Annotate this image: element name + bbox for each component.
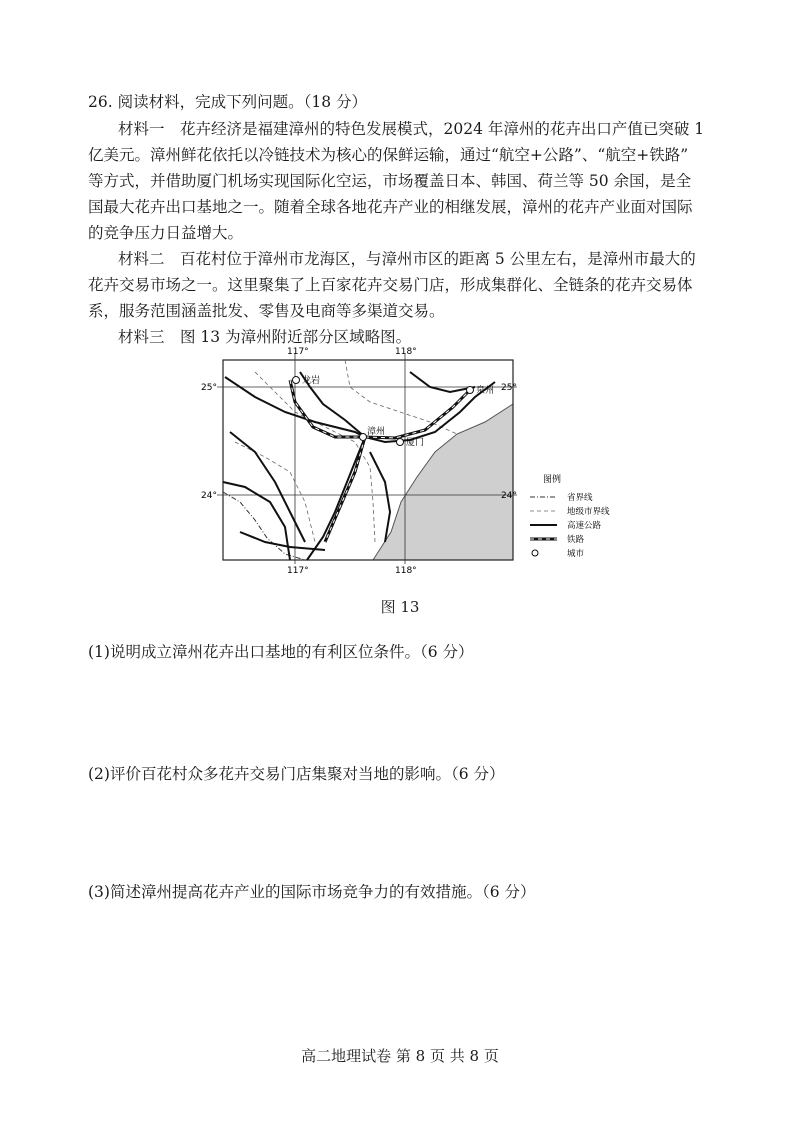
lon-label-top-118: 118° xyxy=(395,347,417,357)
highway xyxy=(240,532,325,550)
subquestion-1: (1)说明成立漳州花卉出口基地的有利区位条件。（6 分） xyxy=(88,643,474,661)
lat-label-left-24: 24° xyxy=(201,491,217,501)
legend-highway-label: 高速公路 xyxy=(567,521,602,531)
legend-city-symbol xyxy=(532,550,538,556)
province-boundary xyxy=(223,492,305,560)
city-label-zhangzhou: 漳州 xyxy=(367,427,386,437)
material3-line: 材料三 图 13 为漳州附近部分区域略图。 xyxy=(118,328,412,346)
prefecture-boundary xyxy=(345,360,457,434)
material1-line: 材料一 花卉经济是福建漳州的特色发展模式，2024 年漳州的花卉出口产值已突破 1 xyxy=(118,120,705,138)
city-marker-longyan xyxy=(293,377,300,384)
lat-label-right-24: 24° xyxy=(501,491,517,501)
legend-city-label: 城市 xyxy=(567,549,585,559)
map-legend xyxy=(530,473,610,559)
city-marker-zhangzhou xyxy=(360,434,367,441)
material1-line: 等方式，并借助厦门机场实现国际化空运，市场覆盖日本、韩国、荷兰等 50 余国，是全 xyxy=(88,172,692,190)
material2-line: 材料二 百花村位于漳州市龙海区，与漳州市区的距离 5 公里左右，是漳州市最大的 xyxy=(118,250,696,268)
page-footer: 高二地理试卷 第 8 页 共 8 页 xyxy=(301,1047,499,1065)
material2-line: 系，服务范围涵盖批发、零售及电商等多渠道交易。 xyxy=(88,302,445,320)
material2-line: 花卉交易市场之一。这里聚集了上百家花卉交易门店，形成集群化、全链条的花卉交易体 xyxy=(88,276,693,294)
material1-line: 亿美元。漳州鲜花依托以冷链技术为核心的保鲜运输，通过“航空+公路”、“航空+铁路” xyxy=(88,146,689,164)
legend-railway-label: 铁路 xyxy=(567,535,585,545)
lon-label-bottom-117: 117° xyxy=(287,566,309,576)
lat-label-right-25: 25° xyxy=(501,383,517,393)
highway xyxy=(370,452,390,542)
highway xyxy=(307,437,365,560)
lon-label-bottom-118: 118° xyxy=(395,566,417,576)
question-title: 26. 阅读材料，完成下列问题。（18 分） xyxy=(88,93,367,111)
city-marker-quanzhou xyxy=(467,387,474,394)
legend-title: 图例 xyxy=(543,475,562,485)
highway xyxy=(410,372,475,392)
city-label-quanzhou: 泉州 xyxy=(476,386,495,396)
material1-line: 的竞争压力日益增大。 xyxy=(88,224,244,242)
legend-prefecture-label: 地级市界线 xyxy=(567,507,610,517)
city-label-longyan: 龙岩 xyxy=(302,376,321,386)
figure-caption: 图 13 xyxy=(380,598,420,616)
material1-line: 国最大花卉出口基地之一。随着全球各地花卉产业的相继发展，漳州的花卉产业面对国际 xyxy=(88,198,693,216)
city-label-xiamen: 厦门 xyxy=(406,438,425,448)
lat-label-left-25: 25° xyxy=(201,383,217,393)
lon-label-top-117: 117° xyxy=(287,347,309,357)
legend-province-label: 省界线 xyxy=(567,493,593,503)
region-map xyxy=(195,342,615,577)
subquestion-3: (3)简述漳州提高花卉产业的国际市场竞争力的有效措施。（6 分） xyxy=(88,883,536,901)
prefecture-boundary xyxy=(235,442,315,542)
city-marker-xiamen xyxy=(397,439,404,446)
subquestion-2: (2)评价百花村众多花卉交易门店集聚对当地的影响。（6 分） xyxy=(88,765,505,783)
